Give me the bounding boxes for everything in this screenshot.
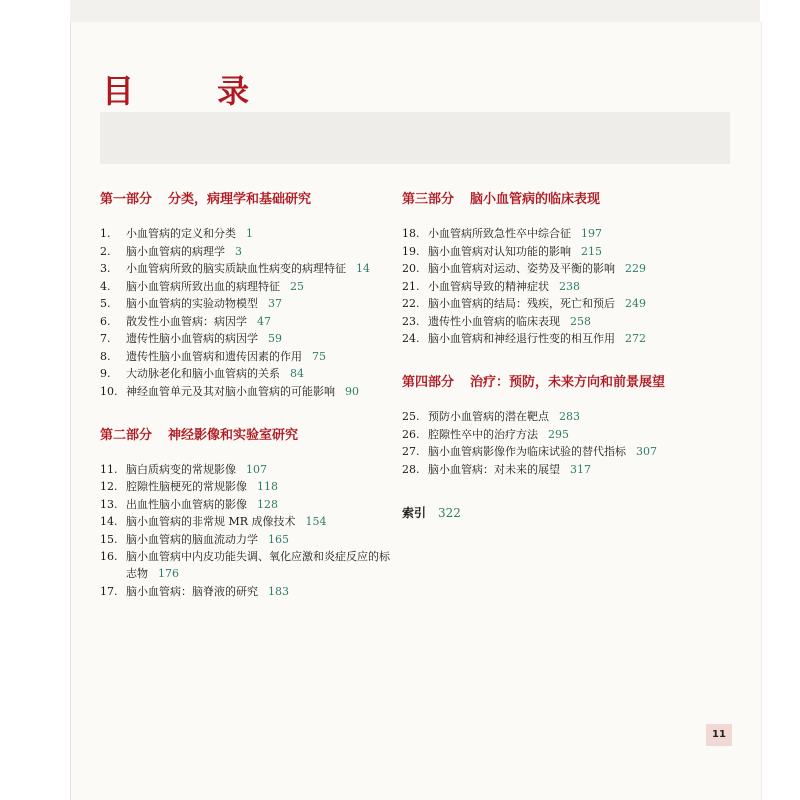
toc-entry-text: 脑小血管病对运动、姿势及平衡的影响 (428, 262, 615, 275)
toc-entry-text: 脑小血管病的实验动物模型 (126, 297, 258, 310)
toc-entry[interactable] (100, 383, 390, 400)
toc-entry[interactable] (100, 531, 390, 548)
toc-entry[interactable] (402, 243, 722, 260)
part3-heading (402, 190, 722, 209)
toc-entry-number: 22. (402, 297, 420, 310)
toc-entry-text: 脑小血管病的脑血流动力学 (126, 532, 258, 546)
toc-entry-text: 脑小血管病的非常规 MR 成像技术 (126, 515, 296, 528)
toc-entry[interactable] (100, 513, 390, 530)
toc-entry-title (126, 461, 390, 478)
toc-entry-number: 20. (402, 262, 420, 275)
toc-entry-text: 遗传性脑小血管病和遗传因素的作用 (126, 349, 302, 363)
toc-entry-text: 遗传性小血管病的临床表现 (428, 314, 560, 328)
part4-entries (402, 408, 722, 478)
toc-entry-text: 脑小血管病和神经退行性变的相互作用 (428, 332, 615, 345)
toc-entry-title (126, 295, 390, 312)
part3-title: 脑小血管病的临床表现 (470, 192, 601, 207)
toc-entry-page: 154 (305, 515, 327, 528)
toc-entry-number: 25. (402, 410, 420, 423)
toc-entry[interactable] (402, 330, 722, 347)
toc-entry-page: 118 (257, 480, 278, 493)
toc-entry-number: 10. (100, 384, 118, 398)
toc-entry-text: 脑小血管病所致出血的病理特征 (126, 279, 280, 293)
toc-entry-page: 272 (625, 332, 646, 345)
toc-entry-page: 1 (246, 227, 253, 240)
toc-entry-number: 24. (402, 332, 420, 345)
toc-entry[interactable] (402, 278, 722, 295)
toc-entry-number: 6. (100, 314, 111, 328)
toc-entry-page: 75 (312, 349, 326, 363)
toc-entry-page: 317 (570, 462, 591, 476)
toc-entry-number: 23. (402, 314, 420, 328)
faded-banner-band (100, 112, 730, 164)
toc-entry-text: 散发性小血管病：病因学 (126, 314, 247, 328)
toc-entry-title (428, 295, 722, 312)
toc-entry[interactable] (100, 348, 390, 365)
toc-entry-number: 7. (100, 332, 111, 345)
toc-entry[interactable] (100, 330, 390, 347)
part2-title: 神经影像和实验室研究 (168, 427, 299, 443)
toc-entry-page: 90 (345, 384, 359, 398)
toc-entry-number: 19. (402, 244, 420, 258)
toc-entry-title (126, 243, 390, 260)
toc-entry-text: 脑小血管病影像作为临床试验的替代指标 (428, 445, 626, 458)
toc-entry-page: 107 (246, 462, 267, 476)
toc-entry[interactable] (100, 313, 390, 330)
toc-entry-title (428, 243, 722, 260)
toc-entry-text: 出血性脑小血管病的影像 (126, 497, 247, 511)
toc-entry-text: 脑白质病变的常规影像 (126, 462, 236, 476)
toc-entry-number: 9. (100, 367, 111, 380)
toc-entry-title (428, 225, 722, 242)
part1-number: 第一部分 (100, 192, 153, 207)
toc-entry-page: 258 (570, 314, 591, 328)
part4-heading (402, 373, 722, 392)
toc-entry-page: 47 (257, 314, 271, 328)
toc-entry-number: 18. (402, 227, 420, 240)
toc-entry-page: 283 (559, 410, 580, 423)
toc-entry[interactable] (402, 443, 722, 460)
toc-entry[interactable] (100, 461, 390, 478)
toc-entry-page: 84 (290, 367, 304, 380)
toc-entry[interactable] (402, 295, 722, 312)
toc-entry[interactable] (402, 313, 722, 330)
toc-entry[interactable] (100, 225, 390, 242)
toc-entry-number: 12. (100, 480, 118, 493)
toc-entry-text: 脑小血管病对认知功能的影响 (428, 244, 571, 258)
toc-entry-text: 遗传性脑小血管病的病因学 (126, 332, 258, 345)
toc-entry-title (428, 408, 722, 425)
toc-entry-text: 脑小血管病中内皮功能失调、氧化应激和炎症反应的标志物 (126, 550, 390, 580)
toc-entry-number: 14. (100, 515, 118, 528)
toc-entry[interactable] (402, 426, 722, 443)
toc-entry-title (428, 330, 722, 347)
toc-entry[interactable] (100, 243, 390, 260)
page-title: 目 录 (102, 72, 286, 110)
toc-entry-page: 37 (268, 297, 282, 310)
toc-entry[interactable] (402, 461, 722, 478)
toc-entry-number: 21. (402, 279, 420, 293)
toc-entry-title (428, 426, 722, 443)
toc-entry-number: 13. (100, 497, 118, 511)
toc-entry-text: 小血管病导致的精神症状 (428, 279, 549, 293)
toc-entry-page: 215 (581, 244, 602, 258)
toc-entry-title (126, 348, 390, 365)
part2-heading (100, 426, 390, 445)
toc-entry[interactable] (100, 260, 390, 277)
toc-entry-title (126, 313, 390, 330)
index-entry[interactable] (402, 504, 722, 521)
toc-entry-text: 脑小血管病：对未来的展望 (428, 462, 560, 476)
part3-entries (402, 225, 722, 347)
toc-entry-page: 165 (268, 532, 289, 546)
part1-title: 分类，病理学和基础研究 (168, 192, 312, 207)
toc-entry-title (126, 583, 390, 600)
toc-entry[interactable] (100, 548, 390, 582)
toc-entry-title (126, 531, 390, 548)
toc-entry-title (126, 496, 390, 513)
toc-entry-text: 小血管病的定义和分类 (126, 227, 236, 240)
toc-entry-text: 小血管病所致急性卒中综合征 (428, 227, 571, 240)
toc-entry-title (428, 278, 722, 295)
toc-entry-text: 小血管病所致的脑实质缺血性病变的病理特征 (126, 262, 346, 275)
toc-entry-page: 176 (158, 567, 179, 580)
toc-entry-title (428, 260, 722, 277)
part2-number: 第二部分 (100, 427, 153, 443)
toc-entry-number: 26. (402, 427, 420, 441)
toc-entry-number: 15. (100, 532, 118, 546)
toc-entry-page: 183 (268, 584, 289, 598)
index-page: 322 (438, 505, 461, 520)
toc-entry-number: 3. (100, 262, 111, 275)
toc-entry-title (428, 461, 722, 478)
toc-entry-page: 3 (235, 244, 242, 258)
toc-entry-page: 238 (559, 279, 580, 293)
part4-number: 第四部分 (402, 375, 455, 390)
toc-entry-page: 295 (548, 427, 569, 441)
toc-entry-number: 2. (100, 244, 111, 258)
part3-number: 第三部分 (402, 192, 455, 207)
toc-entry[interactable] (100, 278, 390, 295)
toc-entry-text: 腔隙性卒中的治疗方法 (428, 427, 538, 441)
part1-entries (100, 225, 390, 400)
toc-entry-page: 14 (356, 262, 370, 275)
toc-entry[interactable] (100, 478, 390, 495)
toc-entry-text: 腔隙性脑梗死的常规影像 (126, 480, 247, 493)
toc-entry-page: 249 (625, 297, 646, 310)
part2-entries (100, 461, 390, 600)
index-label: 索引 (402, 505, 427, 520)
toc-entry[interactable] (402, 225, 722, 242)
toc-entry-text: 大动脉老化和脑小血管病的关系 (126, 367, 280, 380)
toc-entry-title (126, 383, 390, 400)
toc-entry-number: 17. (100, 584, 118, 598)
toc-entry-page: 307 (636, 445, 657, 458)
part1-heading (100, 190, 390, 209)
toc-entry-page: 59 (268, 332, 282, 345)
toc-entry[interactable] (402, 408, 722, 425)
page-top-strip (70, 0, 760, 22)
toc-entry-number: 16. (100, 550, 118, 563)
part4-title: 治疗：预防，未来方向和前景展望 (470, 375, 666, 390)
toc-entry[interactable] (100, 365, 390, 382)
toc-entry-title (428, 443, 722, 460)
toc-entry-number: 11. (100, 462, 118, 476)
toc-entry[interactable] (100, 583, 390, 600)
toc-entry-text: 脑小血管病的结局：残疾，死亡和预后 (428, 297, 615, 310)
toc-entry[interactable] (100, 496, 390, 513)
toc-entry-title (126, 513, 390, 530)
toc-entry-number: 28. (402, 462, 420, 476)
toc-entry-title (126, 365, 390, 382)
toc-entry-number: 27. (402, 445, 420, 458)
toc-entry-text: 脑小血管病的病理学 (126, 244, 225, 258)
toc-entry-number: 8. (100, 349, 111, 363)
toc-entry-text: 神经血管单元及其对脑小血管病的可能影响 (126, 384, 335, 398)
toc-entry-page: 128 (257, 497, 278, 511)
toc-left-column (100, 190, 390, 626)
toc-entry-title (428, 313, 722, 330)
toc-entry[interactable] (100, 295, 390, 312)
toc-entry-page: 197 (581, 227, 602, 240)
toc-entry-number: 1. (100, 227, 111, 240)
toc-entry-text: 脑小血管病：脑脊液的研究 (126, 584, 258, 598)
toc-entry-number: 5. (100, 297, 111, 310)
page-number-badge: 11 (706, 724, 732, 746)
toc-entry-title (126, 330, 390, 347)
toc-entry-page: 25 (290, 279, 304, 293)
toc-entry-title (126, 478, 390, 495)
toc-entry-title (126, 225, 390, 242)
toc-right-column (402, 190, 722, 521)
toc-entry-text: 预防小血管病的潜在靶点 (428, 410, 549, 423)
toc-entry-page: 229 (625, 262, 646, 275)
toc-entry-title (126, 278, 390, 295)
toc-entry-number: 4. (100, 279, 111, 293)
toc-entry-title (126, 260, 390, 277)
toc-entry[interactable] (402, 260, 722, 277)
toc-entry-title (126, 548, 390, 582)
